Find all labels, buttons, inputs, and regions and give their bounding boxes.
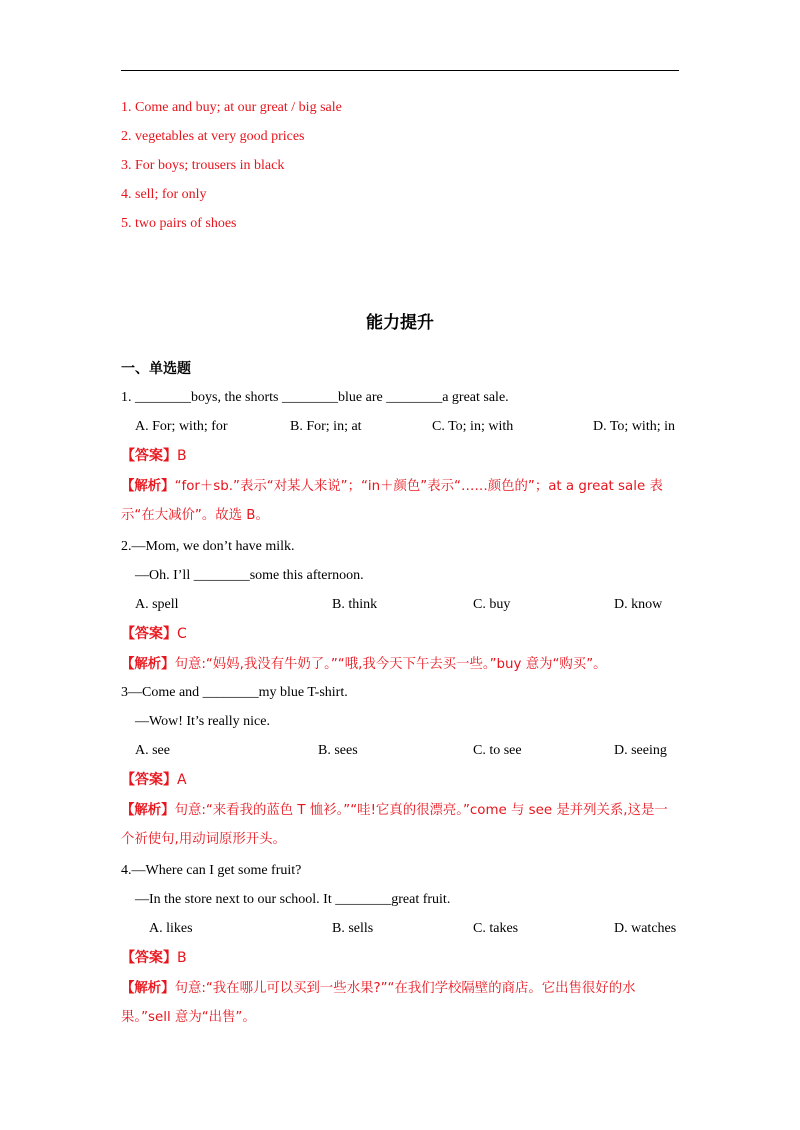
answer-value: C [177,626,187,642]
option-c: C. To; in; with [432,419,514,434]
question-3-explanation [121,796,681,854]
explanation-tag: 【解析】 [121,803,175,818]
explanation-text: “for＋sb.”表示“对某人来说”；“in＋颜色”表示“……颜色的”；at a great sale 表示“在大减价”。故选 B。 [121,479,663,523]
option-d: D. watches [614,921,677,936]
question-3-reply: —Wow! It’s really nice. [135,714,270,729]
option-c: C. buy [473,597,511,612]
option-b: B. sells [332,921,374,936]
question-3-answer [121,771,187,789]
answer-tag: 【答案】 [121,950,177,966]
answer-value: B [177,448,187,464]
answer-tag: 【答案】 [121,626,177,642]
answer-line-4: 4. sell; for only [121,187,207,202]
option-a: A. For; with; for [135,419,228,434]
answer-tag: 【答案】 [121,772,177,788]
answer-tag: 【答案】 [121,448,177,464]
option-a: A. likes [149,921,193,936]
option-b: B. think [332,597,378,612]
question-4-explanation [121,974,681,1032]
section-title: 能力提升 [366,313,434,333]
question-2-explanation [121,650,681,679]
explanation-tag: 【解析】 [121,657,175,672]
explanation-tag: 【解析】 [121,981,175,996]
subsection-heading: 一、单选题 [121,361,191,377]
answer-line-3: 3. For boys; trousers in black [121,158,285,173]
answer-value: B [177,950,187,966]
question-1-stem: 1. ________boys, the shorts ________blue are ________a great sale. [121,390,509,405]
question-4-stem: 4.—Where can I get some fruit? [121,863,302,878]
explanation-text: 句意:“来看我的蓝色 T 恤衫。”“哇!它真的很漂亮。”come 与 see 是并列关系,这是一个祈使句,用动词原形开头。 [121,803,668,847]
question-4-reply: —In the store next to our school. It ________great fruit. [135,892,451,907]
explanation-text: 句意:“我在哪儿可以买到一些水果?”“在我们学校隔壁的商店。它出售很好的水果。”sell 意为“出售”。 [121,981,636,1025]
question-1-explanation [121,472,681,530]
option-b: B. sees [318,743,358,758]
option-c: C. to see [473,743,522,758]
explanation-text: 句意:“妈妈,我没有牛奶了。”“哦,我今天下午去买一些。”buy 意为“购买”。 [174,657,607,672]
explanation-tag: 【解析】 [121,479,175,494]
option-d: D. seeing [614,743,667,758]
option-b: B. For; in; at [290,419,362,434]
option-c: C. takes [473,921,519,936]
option-a: A. see [135,743,170,758]
answer-line-1: 1. Come and buy; at our great / big sale [121,100,342,115]
option-a: A. spell [135,597,179,612]
question-2-reply: —Oh. I’ll ________some this afternoon. [135,568,364,583]
question-1-answer [121,447,187,465]
question-2-stem: 2.—Mom, we don’t have milk. [121,539,295,554]
option-d: D. To; with; in [593,419,675,434]
header-rule [121,70,679,71]
question-2-answer [121,625,187,643]
question-3-stem: 3—Come and ________my blue T-shirt. [121,685,348,700]
answer-line-5: 5. two pairs of shoes [121,216,237,231]
answer-value: A [177,772,187,788]
option-d: D. know [614,597,663,612]
answer-line-2: 2. vegetables at very good prices [121,129,305,144]
question-4-answer [121,949,187,967]
